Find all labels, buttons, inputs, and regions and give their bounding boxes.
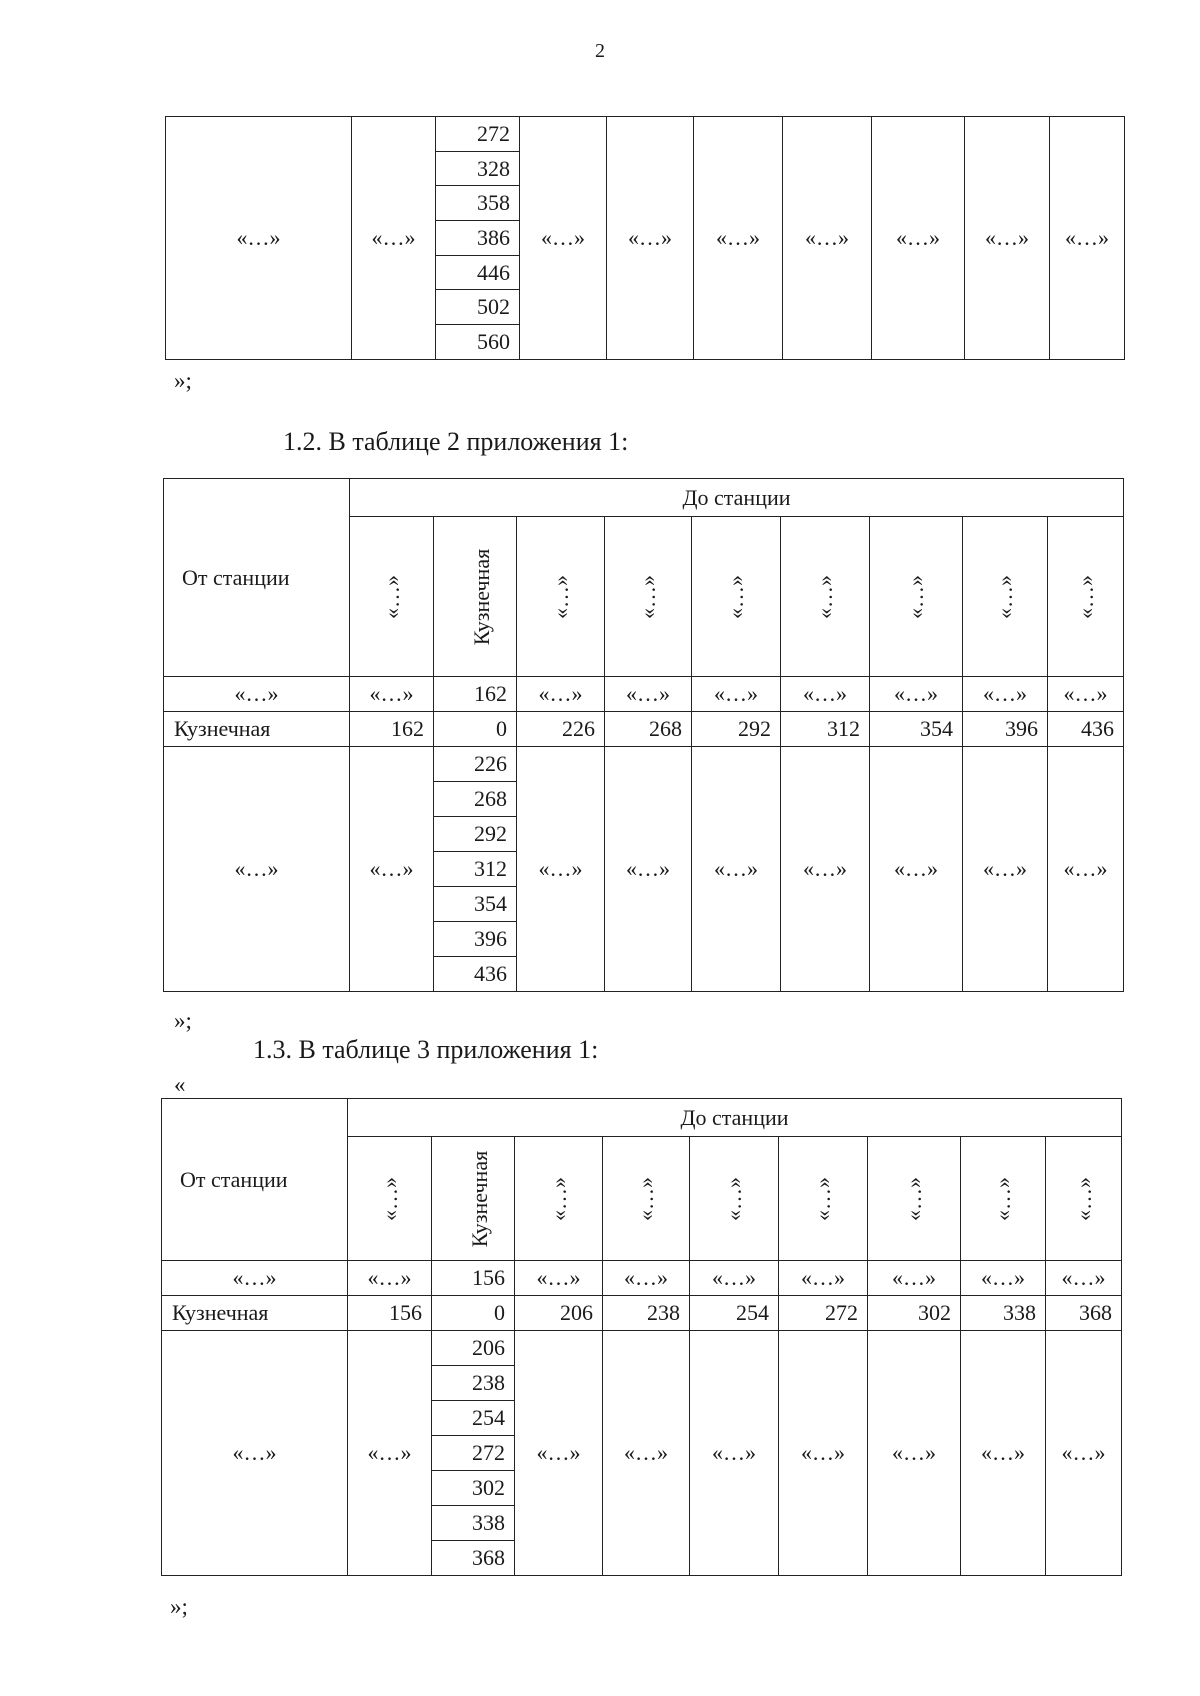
distance-value: 238	[432, 1366, 515, 1401]
cell-ellipsis: «…»	[605, 747, 692, 992]
station-header-ellipsis	[961, 1137, 1046, 1261]
cell-ellipsis: «…»	[690, 1261, 779, 1296]
distance-value: 368	[432, 1541, 515, 1576]
row-label-kuznechnaya: Кузнечная	[162, 1296, 348, 1331]
station-header-label: «…»	[376, 1176, 402, 1221]
cell-ellipsis: «…»	[961, 1331, 1046, 1576]
cell-ellipsis: «…»	[517, 677, 605, 712]
from-station-header: От станции	[162, 1099, 348, 1261]
cell-ellipsis: «…»	[603, 1261, 690, 1296]
distance-value: 0	[434, 712, 517, 747]
station-header-label: «…»	[545, 1176, 571, 1221]
cell-ellipsis: «…»	[1048, 677, 1124, 712]
station-header-ellipsis	[870, 517, 963, 677]
row-label-ellipsis: «…»	[162, 1261, 348, 1296]
cell-ellipsis: «…»	[690, 1331, 779, 1576]
distance-value: 338	[432, 1506, 515, 1541]
cell-ellipsis: «…»	[963, 677, 1048, 712]
row-label-ellipsis: «…»	[162, 1331, 348, 1576]
row-label-ellipsis: «…»	[164, 747, 350, 992]
distance-value: 368	[1046, 1296, 1122, 1331]
cell-ellipsis: «…»	[515, 1261, 603, 1296]
cell-ellipsis: «…»	[779, 1331, 868, 1576]
station-header-label: «…»	[723, 574, 748, 619]
distance-value: 338	[961, 1296, 1046, 1331]
station-header-ellipsis	[779, 1137, 868, 1261]
distance-value: 292	[434, 817, 517, 852]
cell-ellipsis: «…»	[1048, 747, 1124, 992]
distance-value: 354	[434, 887, 517, 922]
distance-value: 0	[432, 1296, 515, 1331]
distance-value: 268	[434, 782, 517, 817]
station-header-ellipsis	[781, 517, 870, 677]
station-header-label: «…»	[378, 574, 404, 619]
cell-ellipsis: «…»	[517, 747, 605, 992]
distance-value: 226	[517, 712, 605, 747]
cell-ellipsis: «…»	[868, 1331, 961, 1576]
cell-ellipsis: «…»	[1046, 1261, 1122, 1296]
cell-ellipsis: «…»	[961, 1261, 1046, 1296]
cell-ellipsis: «…»	[348, 1261, 432, 1296]
row-label-ellipsis: «…»	[166, 117, 352, 360]
cell-ellipsis: «…»	[870, 677, 963, 712]
cell-ellipsis: «…»	[965, 117, 1050, 360]
distance-value: 560	[436, 325, 520, 360]
station-header-ellipsis	[603, 1137, 690, 1261]
distance-value: 272	[436, 117, 520, 152]
station-header-ellipsis	[515, 1137, 603, 1261]
station-header-ellipsis	[517, 517, 605, 677]
closing-quote-1: »;	[174, 368, 192, 393]
station-header-ellipsis	[690, 1137, 779, 1261]
cell-ellipsis: «…»	[868, 1261, 961, 1296]
cell-ellipsis: «…»	[870, 747, 963, 992]
cell-ellipsis: «…»	[781, 747, 870, 992]
station-header-ellipsis	[1048, 517, 1124, 677]
cell-ellipsis: «…»	[692, 747, 781, 992]
table-2	[163, 478, 1124, 992]
distance-value: 436	[434, 957, 517, 992]
station-header-label: «…»	[635, 574, 660, 619]
closing-quote-3: »;	[170, 1594, 188, 1619]
station-header-kuznechnaya	[434, 517, 517, 677]
row-label-ellipsis: «…»	[164, 677, 350, 712]
distance-value: 328	[436, 151, 520, 186]
row-label-kuznechnaya: Кузнечная	[164, 712, 350, 747]
distance-value: 268	[605, 712, 692, 747]
cell-ellipsis: «…»	[779, 1261, 868, 1296]
distance-value: 226	[434, 747, 517, 782]
station-header-ellipsis	[605, 517, 692, 677]
distance-value: 156	[348, 1296, 432, 1331]
station-header-label: «…»	[1070, 1176, 1096, 1221]
station-header-ellipsis	[350, 517, 434, 677]
distance-value: 396	[434, 922, 517, 957]
distance-value: 446	[436, 255, 520, 290]
to-station-header: До станции	[350, 479, 1124, 517]
station-header-label: «…»	[990, 1176, 1015, 1221]
station-header-ellipsis	[963, 517, 1048, 677]
station-header-label: «…»	[903, 574, 928, 619]
distance-value: 254	[432, 1401, 515, 1436]
page-number: 2	[595, 40, 605, 62]
table-continuation	[165, 116, 1125, 360]
distance-value: 162	[350, 712, 434, 747]
cell-ellipsis: «…»	[692, 677, 781, 712]
distance-value: 436	[1048, 712, 1124, 747]
distance-value: 156	[432, 1261, 515, 1296]
section-heading-3: 1.3. В таблице 3 приложения 1:	[253, 1035, 599, 1064]
opening-quote-3: «	[174, 1072, 186, 1097]
station-header-label: «…»	[810, 1176, 835, 1221]
from-station-header: От станции	[164, 479, 350, 677]
station-header-label: «…»	[721, 1176, 746, 1221]
station-header-label: «…»	[547, 574, 573, 619]
distance-value: 502	[436, 290, 520, 325]
distance-value: 206	[515, 1296, 603, 1331]
station-header-label: Кузнечная	[469, 548, 495, 645]
distance-value: 206	[432, 1331, 515, 1366]
distance-value: 272	[432, 1436, 515, 1471]
distance-value: 396	[963, 712, 1048, 747]
distance-value: 272	[779, 1296, 868, 1331]
cell-ellipsis: «…»	[783, 117, 872, 360]
cell-ellipsis: «…»	[352, 117, 436, 360]
station-header-ellipsis	[868, 1137, 961, 1261]
station-header-ellipsis	[348, 1137, 432, 1261]
distance-value: 312	[781, 712, 870, 747]
cell-ellipsis: «…»	[963, 747, 1048, 992]
to-station-header: До станции	[348, 1099, 1122, 1137]
cell-ellipsis: «…»	[603, 1331, 690, 1576]
distance-value: 238	[603, 1296, 690, 1331]
distance-value: 302	[432, 1471, 515, 1506]
distance-value: 312	[434, 852, 517, 887]
station-header-label: «…»	[633, 1176, 658, 1221]
table-3	[161, 1098, 1122, 1576]
cell-ellipsis: «…»	[350, 747, 434, 992]
station-header-kuznechnaya	[432, 1137, 515, 1261]
cell-ellipsis: «…»	[872, 117, 965, 360]
cell-ellipsis: «…»	[605, 677, 692, 712]
distance-value: 254	[690, 1296, 779, 1331]
station-header-ellipsis	[1046, 1137, 1122, 1261]
distance-value: 354	[870, 712, 963, 747]
cell-ellipsis: «…»	[1050, 117, 1125, 360]
section-heading-2: 1.2. В таблице 2 приложения 1:	[283, 427, 629, 456]
cell-ellipsis: «…»	[520, 117, 607, 360]
cell-ellipsis: «…»	[515, 1331, 603, 1576]
cell-ellipsis: «…»	[694, 117, 783, 360]
cell-ellipsis: «…»	[348, 1331, 432, 1576]
cell-ellipsis: «…»	[607, 117, 694, 360]
cell-ellipsis: «…»	[350, 677, 434, 712]
distance-value: 386	[436, 221, 520, 256]
distance-value: 292	[692, 712, 781, 747]
station-header-label: «…»	[992, 574, 1017, 619]
station-header-label: «…»	[1072, 574, 1098, 619]
closing-quote-2: »;	[174, 1008, 192, 1033]
distance-value: 302	[868, 1296, 961, 1331]
station-header-ellipsis	[692, 517, 781, 677]
station-header-label: «…»	[901, 1176, 926, 1221]
station-header-label: Кузнечная	[467, 1150, 493, 1247]
cell-ellipsis: «…»	[1046, 1331, 1122, 1576]
distance-value: 162	[434, 677, 517, 712]
cell-ellipsis: «…»	[781, 677, 870, 712]
distance-value: 358	[436, 186, 520, 221]
station-header-label: «…»	[812, 574, 837, 619]
